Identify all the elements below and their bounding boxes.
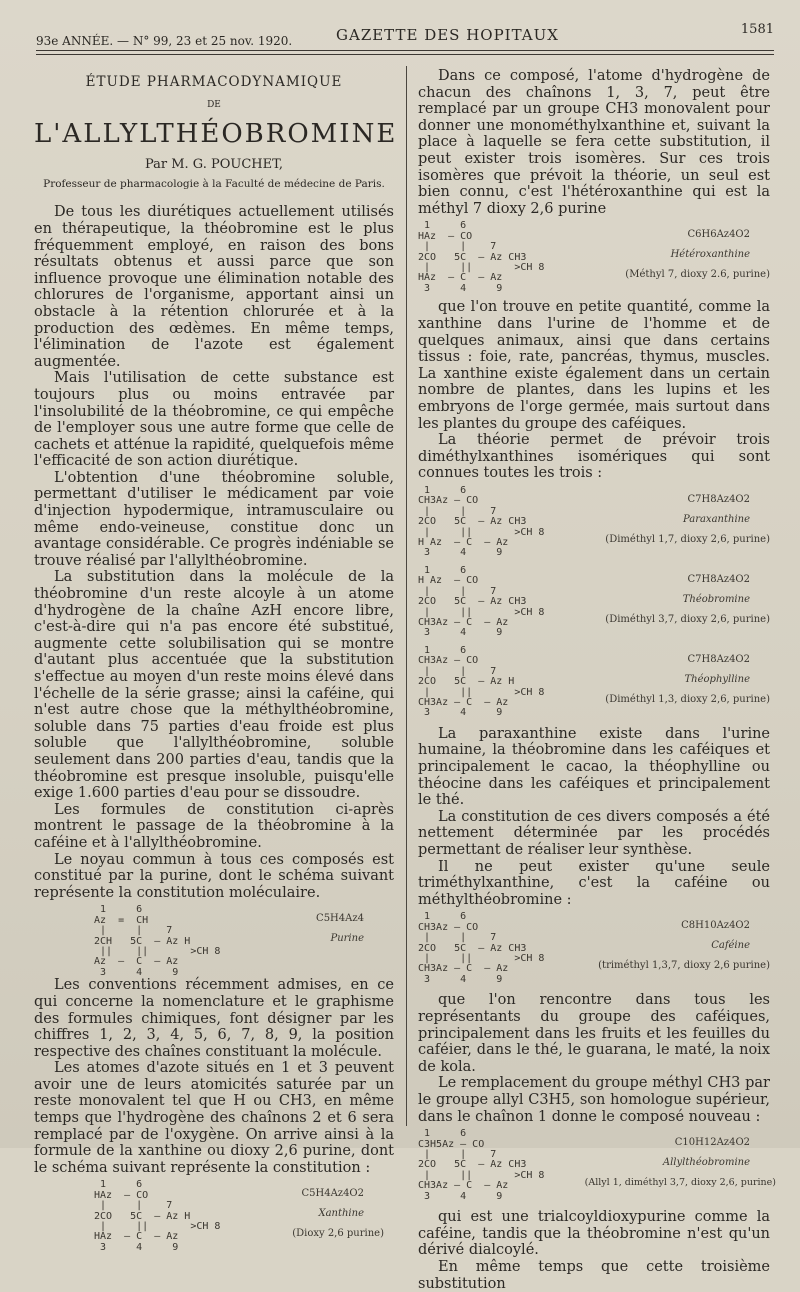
paragraph: Mais l'utilisation de cette substance est toujours plus ou moins entravée par l'insolubilité de la théobromine, ce qui empêche de l'employer sous une autre forme que celle de cachets et atténue la rapidité, quelquefois même l'efficacité de son action diurétique.	[34, 370, 394, 470]
header-rule-bottom	[36, 54, 774, 55]
formula-paraxanthine	[418, 486, 770, 560]
paragraph: qui est une trialcoyldioxypurine comme la caféine, tandis que la théobromine n'est qu'un dérivé dialcoylé.	[418, 1209, 770, 1259]
formula-brut: C6H6Az4O2	[687, 229, 750, 241]
formula-name: Théobromine	[682, 593, 750, 605]
structural-skeleton: 1 6 HAz — CO | | 7 2CO 5C — Az CH3 | || >CH 8 HAz — C — Az 3 4 9	[418, 220, 545, 294]
section-heading: ÉTUDE PHARMACODYNAMIQUE	[85, 74, 343, 90]
formula-xanthine	[94, 1179, 394, 1253]
paragraph: Les formules de constitution ci-après montrent le passage de la théobromine à la caféine et à l'allylthéobromine.	[34, 801, 394, 851]
paragraph: La théorie permet de prévoir trois diméthylxanthines isomériques qui sont connues toutes les trois :	[418, 432, 770, 482]
structural-skeleton: 1 6 CH3Az — CO | | 7 2CO 5C — Az CH3 | || >CH 8 H Az — C — Az 3 4 9	[418, 484, 545, 559]
formula-name: Théophylline	[684, 673, 750, 685]
paragraph: Le noyau commun à tous ces composés est constitué par la purine, dont le schéma suivant représente la constitution moléculaire.	[34, 851, 394, 901]
formula-description: (Dioxy 2,6 purine)	[292, 1228, 384, 1240]
issue-info: 93e ANNÉE. — N° 99, 23 et 25 nov. 1920.	[36, 34, 293, 48]
running-head	[36, 22, 774, 48]
author-byline: Par M. G. POUCHET,	[144, 157, 284, 173]
structural-skeleton: 1 6 CH3Az — CO | | 7 2CO 5C — Az CH3 | || >CH 8 CH3Az — C — Az 3 4 9	[418, 911, 545, 985]
paragraph: que l'on trouve en petite quantité, comme la xanthine dans l'urine de l'homme et de quelques animaux, ainsi que dans certains tissus : foie, rate, pancréas, thymus, muscles. La xanthine existe également dans un certain nombre de plantes, dans les lupins et les embryons de l'orge germée, mais surtout dans les plantes du groupe des caféiques.	[418, 299, 770, 432]
structural-skeleton: 1 6 H Az — CO | | 7 2CO 5C — Az CH3 | || >CH 8 CH3Az — C — Az 3 4 9	[418, 564, 545, 639]
formula-cafeine	[418, 912, 770, 986]
structural-skeleton: 1 6 HAz — CO | | 7 2CO 5C — Az H | || >CH 8 HAz — C — Az 3 4 9	[94, 1179, 221, 1253]
paragraph: Les atomes d'azote situés en 1 et 3 peuvent avoir une de leurs atomicités saturée par un reste monovalent tel que H ou CH3, en même temps que l'hydrogène des chaînons 2 et 6 sera remplacé par de l'oxygène. On arrive ainsi à la formule de la xanthine ou dioxy 2,6 purine, dont le schéma suivant représente la constitution :	[34, 1060, 394, 1176]
formula-name: Paraxanthine	[682, 513, 750, 525]
formula-name: Xanthine	[318, 1208, 364, 1220]
paragraph: Il ne peut exister qu'une seule triméthylxanthine, c'est la caféine ou méthylthéobromine :	[418, 858, 770, 908]
structural-skeleton: 1 6 Az = CH | | 7 2CH 5C — Az H || || >CH 8 Az — C — Az 3 4 9	[94, 904, 221, 978]
formula-name: Purine	[330, 933, 364, 945]
right-column	[418, 68, 776, 1292]
article-title: L'ALLYLTHÉOBROMINE	[34, 119, 398, 150]
left-column	[34, 68, 398, 1256]
formula-purine	[94, 904, 394, 978]
structural-skeleton: 1 6 C3H5Az — CO | | 7 2CO 5C — Az CH3 | || >CH 8 CH3Az — C — Az 3 4 9	[418, 1128, 545, 1202]
paragraph: La paraxanthine existe dans l'urine humaine, la théobromine dans les caféiques et principalement le cacao, la théophylline ou théocine dans les caféiques et principalement le thé.	[418, 725, 770, 809]
heading-de: DE	[207, 99, 221, 110]
formula-brut: C5H4Az4O2	[301, 1188, 364, 1200]
formula-description: (Diméthyl 1,7, dioxy 2,6, purine)	[605, 533, 770, 545]
paragraph: Le remplacement du groupe méthyl CH3 par le groupe allyl C3H5, son homologue supérieur, dans le chaînon 1 donne le composé nouveau :	[418, 1075, 770, 1125]
paragraph: La substitution dans la molécule de la théobromine d'un reste alcoyle à un atome d'hydrogène de la chaîne AzH encore libre, c'est-à-dire qui n'a pas encore été substitué, augmente cette solubilisation qui se montre d'autant plus accentuée que la substitution s'effectue au moyen d'un reste moins élevé dans l'échelle de la série grasse; ainsi la caféine, qui n'est autre chose que la méthylthéobromine, soluble dans 75 parties d'eau froide est plus soluble que l'allylthéobromine, soluble seulement dans 200 parties d'eau, tandis que la théobromine est presque insoluble, puisqu'elle exige 1.600 parties d'eau pour se dissoudre.	[34, 569, 394, 802]
formula-brut: C5H4Az4	[316, 913, 364, 925]
formula-description: (triméthyl 1,3,7, dioxy 2,6 purine)	[598, 960, 770, 972]
author-affiliation: Professeur de pharmacologie à la Faculté de médecine de Paris.	[43, 177, 385, 190]
formula-theophylline	[418, 646, 770, 720]
formula-brut: C10H12Az4O2	[674, 1137, 750, 1149]
formula-name: Hétéroxanthine	[670, 249, 750, 261]
formula-name: Allylthéobromine	[662, 1157, 750, 1169]
formula-description: (Méthyl 7, dioxy 2.6, purine)	[625, 269, 770, 281]
paragraph: Dans ce composé, l'atome d'hydrogène de chacun des chaînons 1, 3, 7, peut être remplacé par un groupe CH3 monovalent pour donner une monométhylxanthine et, suivant la place à laquelle se fera cette substitution, il peut exister trois isomères. Sur ces trois isomères que prévoit la théorie, un seul est bien connu, c'est l'hétéroxanthine qui est la méthyl 7 dioxy 2,6 purine	[418, 68, 770, 217]
paragraph: L'obtention d'une théobromine soluble, permettant d'utiliser le médicament par voie d'injection hypodermique, intramusculaire ou même endo-veineuse, constitue donc un avantage considérable. Ce progrès indéniable se trouve réalisé par l'allylthéobromine.	[34, 469, 394, 569]
paragraph: De tous les diurétiques actuellement utilisés en thérapeutique, la théobromine est le plus fréquemment employé, en raison des bons résultats obtenus et aussi parce que son influence provoque une élimination notable des chlorures de l'organisme, apportant ainsi un obstacle à la rétention chlorurée et à la production des œdèmes. En même temps, l'élimination de l'azote est également augmentée.	[34, 204, 394, 370]
formula-brut: C7H8Az4O2	[687, 493, 750, 505]
paragraph: que l'on rencontre dans tous les représentants du groupe des caféiques, principalement dans les fruits et les feuilles du caféier, dans le thé, le guarana, le maté, la noix de kola.	[418, 992, 770, 1075]
page-number: 1581	[740, 22, 774, 37]
formula-brut: C8H10Az4O2	[681, 920, 750, 932]
formula-description: (Diméthyl 1,3, dioxy 2,6, purine)	[605, 693, 770, 705]
paragraph: Les conventions récemment admises, en ce qui concerne la nomenclature et le graphisme des formules chimiques, font désigner par les chiffres 1, 2, 3, 4, 5, 6, 7, 8, 9, la position respective des chaînes constituant la molécule.	[34, 977, 394, 1060]
formula-theobromine	[418, 566, 770, 640]
paragraph: La constitution de ces divers composés a été nettement déterminée par les procédés permettant de réaliser leur synthèse.	[418, 808, 770, 859]
journal-title: GAZETTE DES HOPITAUX	[336, 26, 559, 44]
paragraph: En même temps que cette troisième substitution	[418, 1258, 770, 1292]
formula-brut: C7H8Az4O2	[687, 573, 750, 585]
structural-skeleton: 1 6 CH3Az — CO | | 7 2CO 5C — Az H | || >CH 8 CH3Az — C — Az 3 4 9	[418, 644, 545, 719]
formula-description: (Diméthyl 3,7, dioxy 2,6, purine)	[605, 613, 770, 625]
formula-name: Caféine	[711, 940, 750, 952]
header-rule-top	[36, 50, 774, 51]
formula-description: (Allyl 1, diméthyl 3,7, dioxy 2,6, purine)	[584, 1177, 776, 1189]
column-divider	[406, 66, 407, 1126]
formula-heteroxanthine	[418, 221, 770, 293]
formula-allyltheobromine	[418, 1128, 776, 1203]
formula-brut: C7H8Az4O2	[687, 653, 750, 665]
